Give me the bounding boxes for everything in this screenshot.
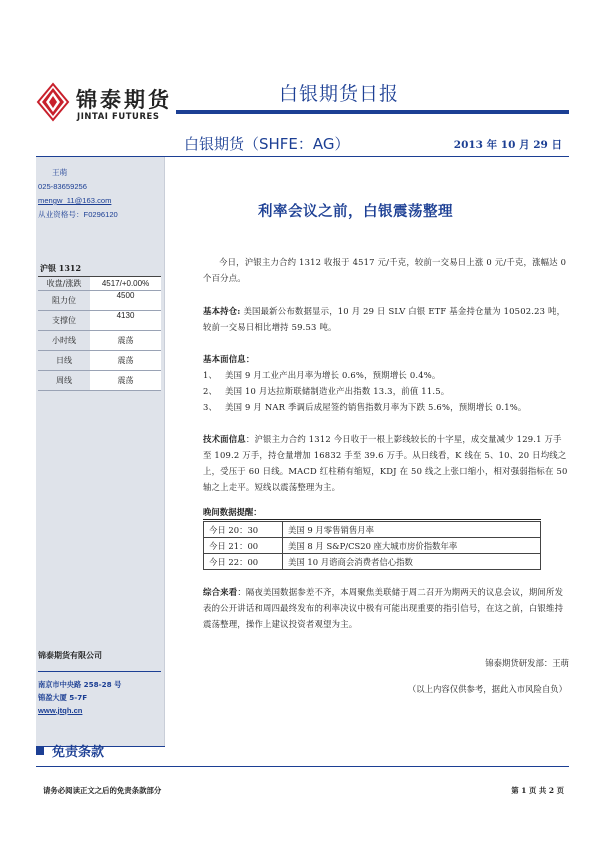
quote-label: 阻力位	[38, 290, 90, 310]
list-item	[203, 367, 569, 383]
fundamentals-list	[203, 367, 569, 415]
author-phone: 025-83659256	[38, 182, 87, 191]
event-time: 今日 21：00	[204, 538, 283, 554]
quote-title: 沪银 1312	[38, 262, 161, 276]
author-name: 王萌	[52, 168, 68, 177]
quote-value: 震荡	[90, 350, 161, 370]
signature: 锦泰期货研发部：王萌	[485, 658, 569, 668]
events-divider	[203, 519, 541, 520]
table-row	[204, 554, 541, 570]
list-item	[203, 383, 569, 399]
list-number: 2、	[203, 386, 218, 396]
company-divider	[38, 671, 161, 672]
table-row	[38, 310, 161, 330]
event-time: 今日 20：30	[204, 522, 283, 538]
disclaimer-heading	[36, 741, 104, 760]
square-bullet-icon	[36, 747, 44, 755]
holdings-paragraph	[203, 303, 569, 335]
events-heading: 晚间数据提醒：	[203, 507, 262, 517]
disclaimer-divider	[36, 766, 569, 767]
company-name: 锦泰期货有限公司	[38, 651, 102, 660]
table-row	[38, 290, 161, 310]
logo-name-cn: 锦泰期货	[76, 88, 172, 112]
holdings-text: 美国最新公布数据显示，10 月 29 日 SLV 白银 ETF 基金持仓量为 10502.23 吨，较前一交易日相比增持 59.53 吨。	[203, 306, 566, 332]
page-number: 第 1 页 共 2 页	[511, 786, 564, 795]
author-email[interactable]: mengw_11@163.com	[38, 196, 112, 205]
list-item	[203, 399, 569, 415]
technical-label: 技术面信息	[203, 434, 246, 444]
footer-notice: 请务必阅读正文之后的免责条款部分	[43, 786, 162, 795]
article-title: 利率会议之前，白银震荡整理	[258, 204, 453, 220]
disclaimer-title: 免责条款	[52, 745, 105, 760]
list-text: 美国 9 月 NAR 季调后成屋签约销售指数月率为下跌 5.6%，预期增长 0.1%。	[225, 402, 527, 412]
quote-value: 4130	[90, 310, 161, 330]
events-table	[203, 521, 541, 570]
company-info	[38, 650, 161, 715]
event-description: 美国 8 月 S&P/CS20 座大城市房价指数年率	[283, 538, 541, 554]
quote-label: 小时线	[38, 330, 90, 350]
quote-label: 收盘/涨跌	[38, 276, 90, 290]
list-number: 3、	[203, 402, 218, 412]
table-row	[38, 330, 161, 350]
table-row	[204, 538, 541, 554]
report-date: 2013 年 10 月 29 日	[453, 139, 562, 151]
company-address	[38, 678, 161, 704]
quote-value: 震荡	[90, 330, 161, 350]
product-heading: 白银期货（SHFE：AG）	[184, 135, 350, 153]
report-title: 白银期货日报	[278, 83, 399, 105]
quote-label: 周线	[38, 370, 90, 390]
table-row	[38, 350, 161, 370]
quote-value: 4500	[90, 290, 161, 310]
list-text: 美国 9 月工业产出月率为增长 0.6%，预期增长 0.4%。	[225, 370, 441, 380]
event-description: 美国 9 月零售销售月率	[283, 522, 541, 538]
summary-label: 综合来看	[203, 587, 238, 597]
list-text: 美国 10 月达拉斯联储制造业产出指数 13.3，前值 11.5。	[225, 386, 450, 396]
summary-paragraph	[203, 584, 569, 632]
address-line: 南京市中央路 258-28 号	[38, 680, 122, 689]
quote-table	[38, 262, 161, 391]
quote-value: 4517/+0.00%	[90, 276, 161, 290]
quote-label: 支撑位	[38, 310, 90, 330]
fundamentals-heading: 基本面信息：	[203, 354, 255, 364]
holdings-label: 基本持仓:	[203, 306, 241, 316]
summary-text: ：隔夜美国数据参差不齐，本周聚焦美联储于周二召开为期两天的议息会议，期间所发表的公开讲话和周四最终发布的利率决议中极有可能出现重要的指引信号，在这之前，白银维持震荡整理，操作上建议投资者观望为主。	[203, 587, 564, 629]
technical-paragraph	[203, 431, 569, 495]
header-divider	[176, 110, 569, 114]
company-website-link[interactable]: www.jtqh.cn	[38, 706, 83, 715]
intro-paragraph: 今日，沪银主力合约 1312 收报于 4517 元/千克，较前一交易日上涨 0 元/千克，涨幅达 0 个百分点。	[203, 257, 567, 283]
list-number: 1、	[203, 370, 218, 380]
quote-label: 日线	[38, 350, 90, 370]
risk-note: （以上内容仅供参考，据此入市风险自负）	[407, 684, 567, 694]
event-description: 美国 10 月谘商会消费者信心指数	[283, 554, 541, 570]
address-line: 锦盈大厦 5-7F	[38, 693, 88, 702]
company-logo	[36, 80, 176, 128]
quote-value: 震荡	[90, 370, 161, 390]
jintai-logo-icon	[36, 82, 70, 122]
author-license: 从业资格号：F0296120	[38, 210, 118, 219]
event-time: 今日 22：00	[204, 554, 283, 570]
author-contact	[38, 166, 118, 222]
logo-name-en: JINTAI FUTURES	[77, 111, 160, 121]
table-row	[38, 370, 161, 390]
technical-text: ：沪银主力合约 1312 今日收于一根上影线较长的十字星，成交量减少 129.1 万手至 109.2 万手，持仓量增加 16832 手至 39.6 万手。从日线看，K 线在 5、10、20 日均线之上，受压于 60 日线。MACD 红柱稍有缩短，KDJ 在 50 线之上张口缩小，相对强弱指标在 50 轴之上走平。短线以震荡整理为主。	[203, 434, 568, 492]
table-row	[204, 522, 541, 538]
table-row	[38, 276, 161, 290]
